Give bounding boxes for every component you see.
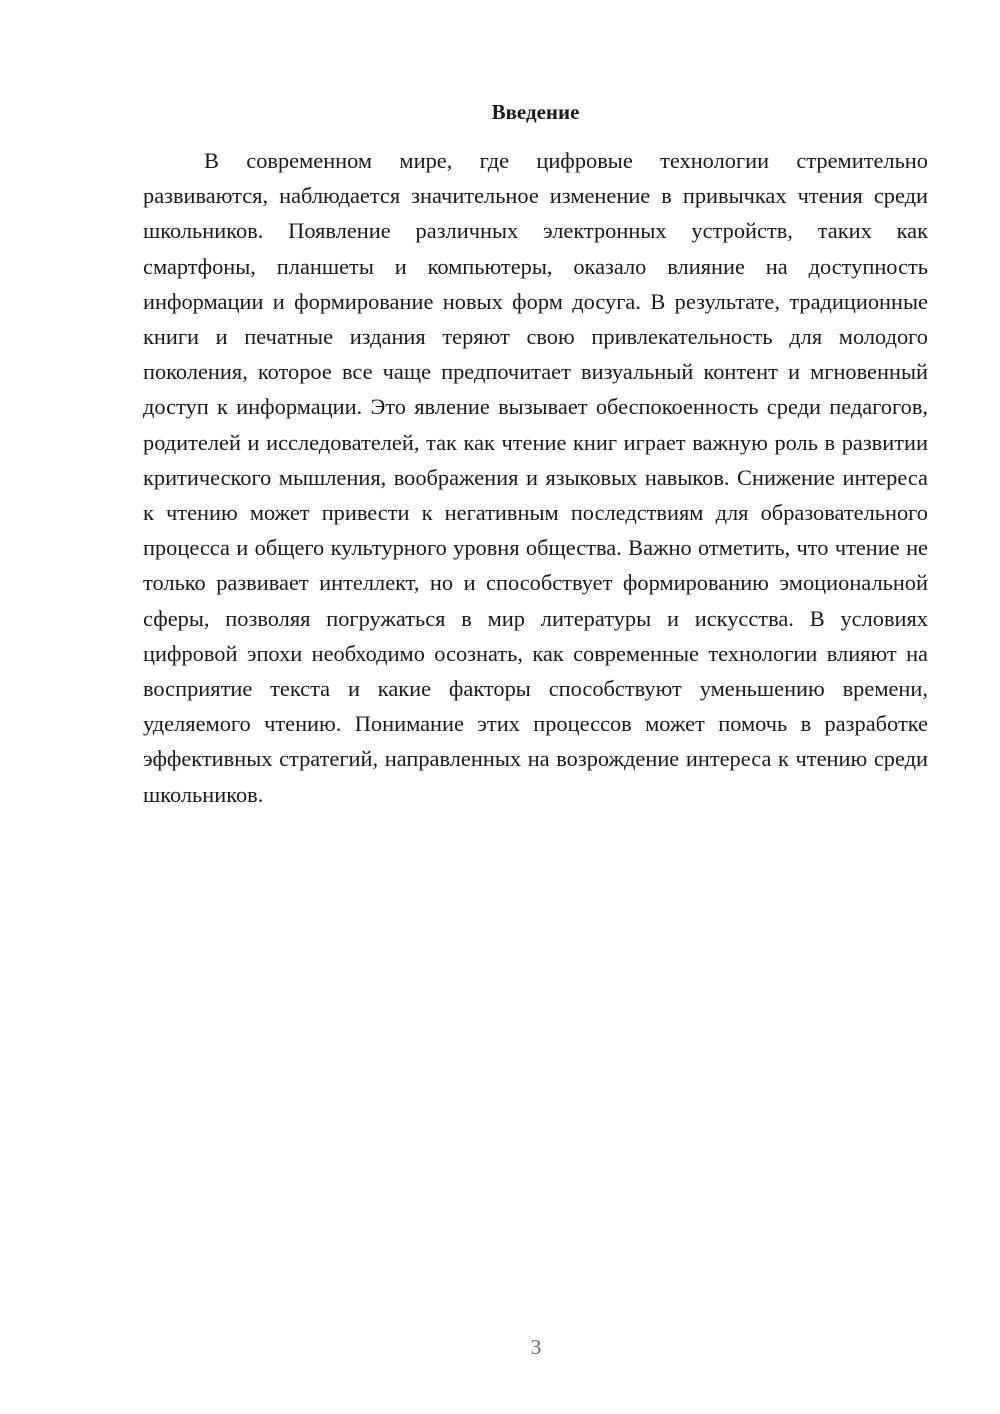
section-title: Введение — [491, 100, 580, 124]
body-paragraph: В современном мире, где цифровые технологии стремительно развиваются, наблюдается значительное изменение в привычках чтения среди школьников. Появление различных электронных устройств, таких как смартфоны, планшеты и компьютеры, оказало влияние на доступность информации и формирование новых форм досуга. В результате, традиционные книги и печатные издания теряют свою привлекательность для молодого поколения, которое все чаще предпочитает визуальный контент и мгновенный доступ к информации. Это явление вызывает обеспокоенность среди педагогов, родителей и исследователей, так как чтение книг играет важную роль в развитии критического мышления, воображения и языковых навыков. Снижение интереса к чтению может привести к негативным последствиям для образовательного процесса и общего культурного уровня общества. Важно отметить, что чтение не только развивает интеллект, но и способствует формированию эмоциональной сферы, позволяя погружаться в мир литературы и искусства. В условиях цифровой эпохи необходимо осознать, как современные технологии влияют на восприятие текста и какие факторы способствуют уменьшению времени, уделяемого чтению. Понимание этих процессов может помочь в разработке эффективных стратегий, направленных на возрождение интереса к чтению среди школьников. — [143, 148, 928, 807]
page-number: 3 — [530, 1335, 542, 1359]
